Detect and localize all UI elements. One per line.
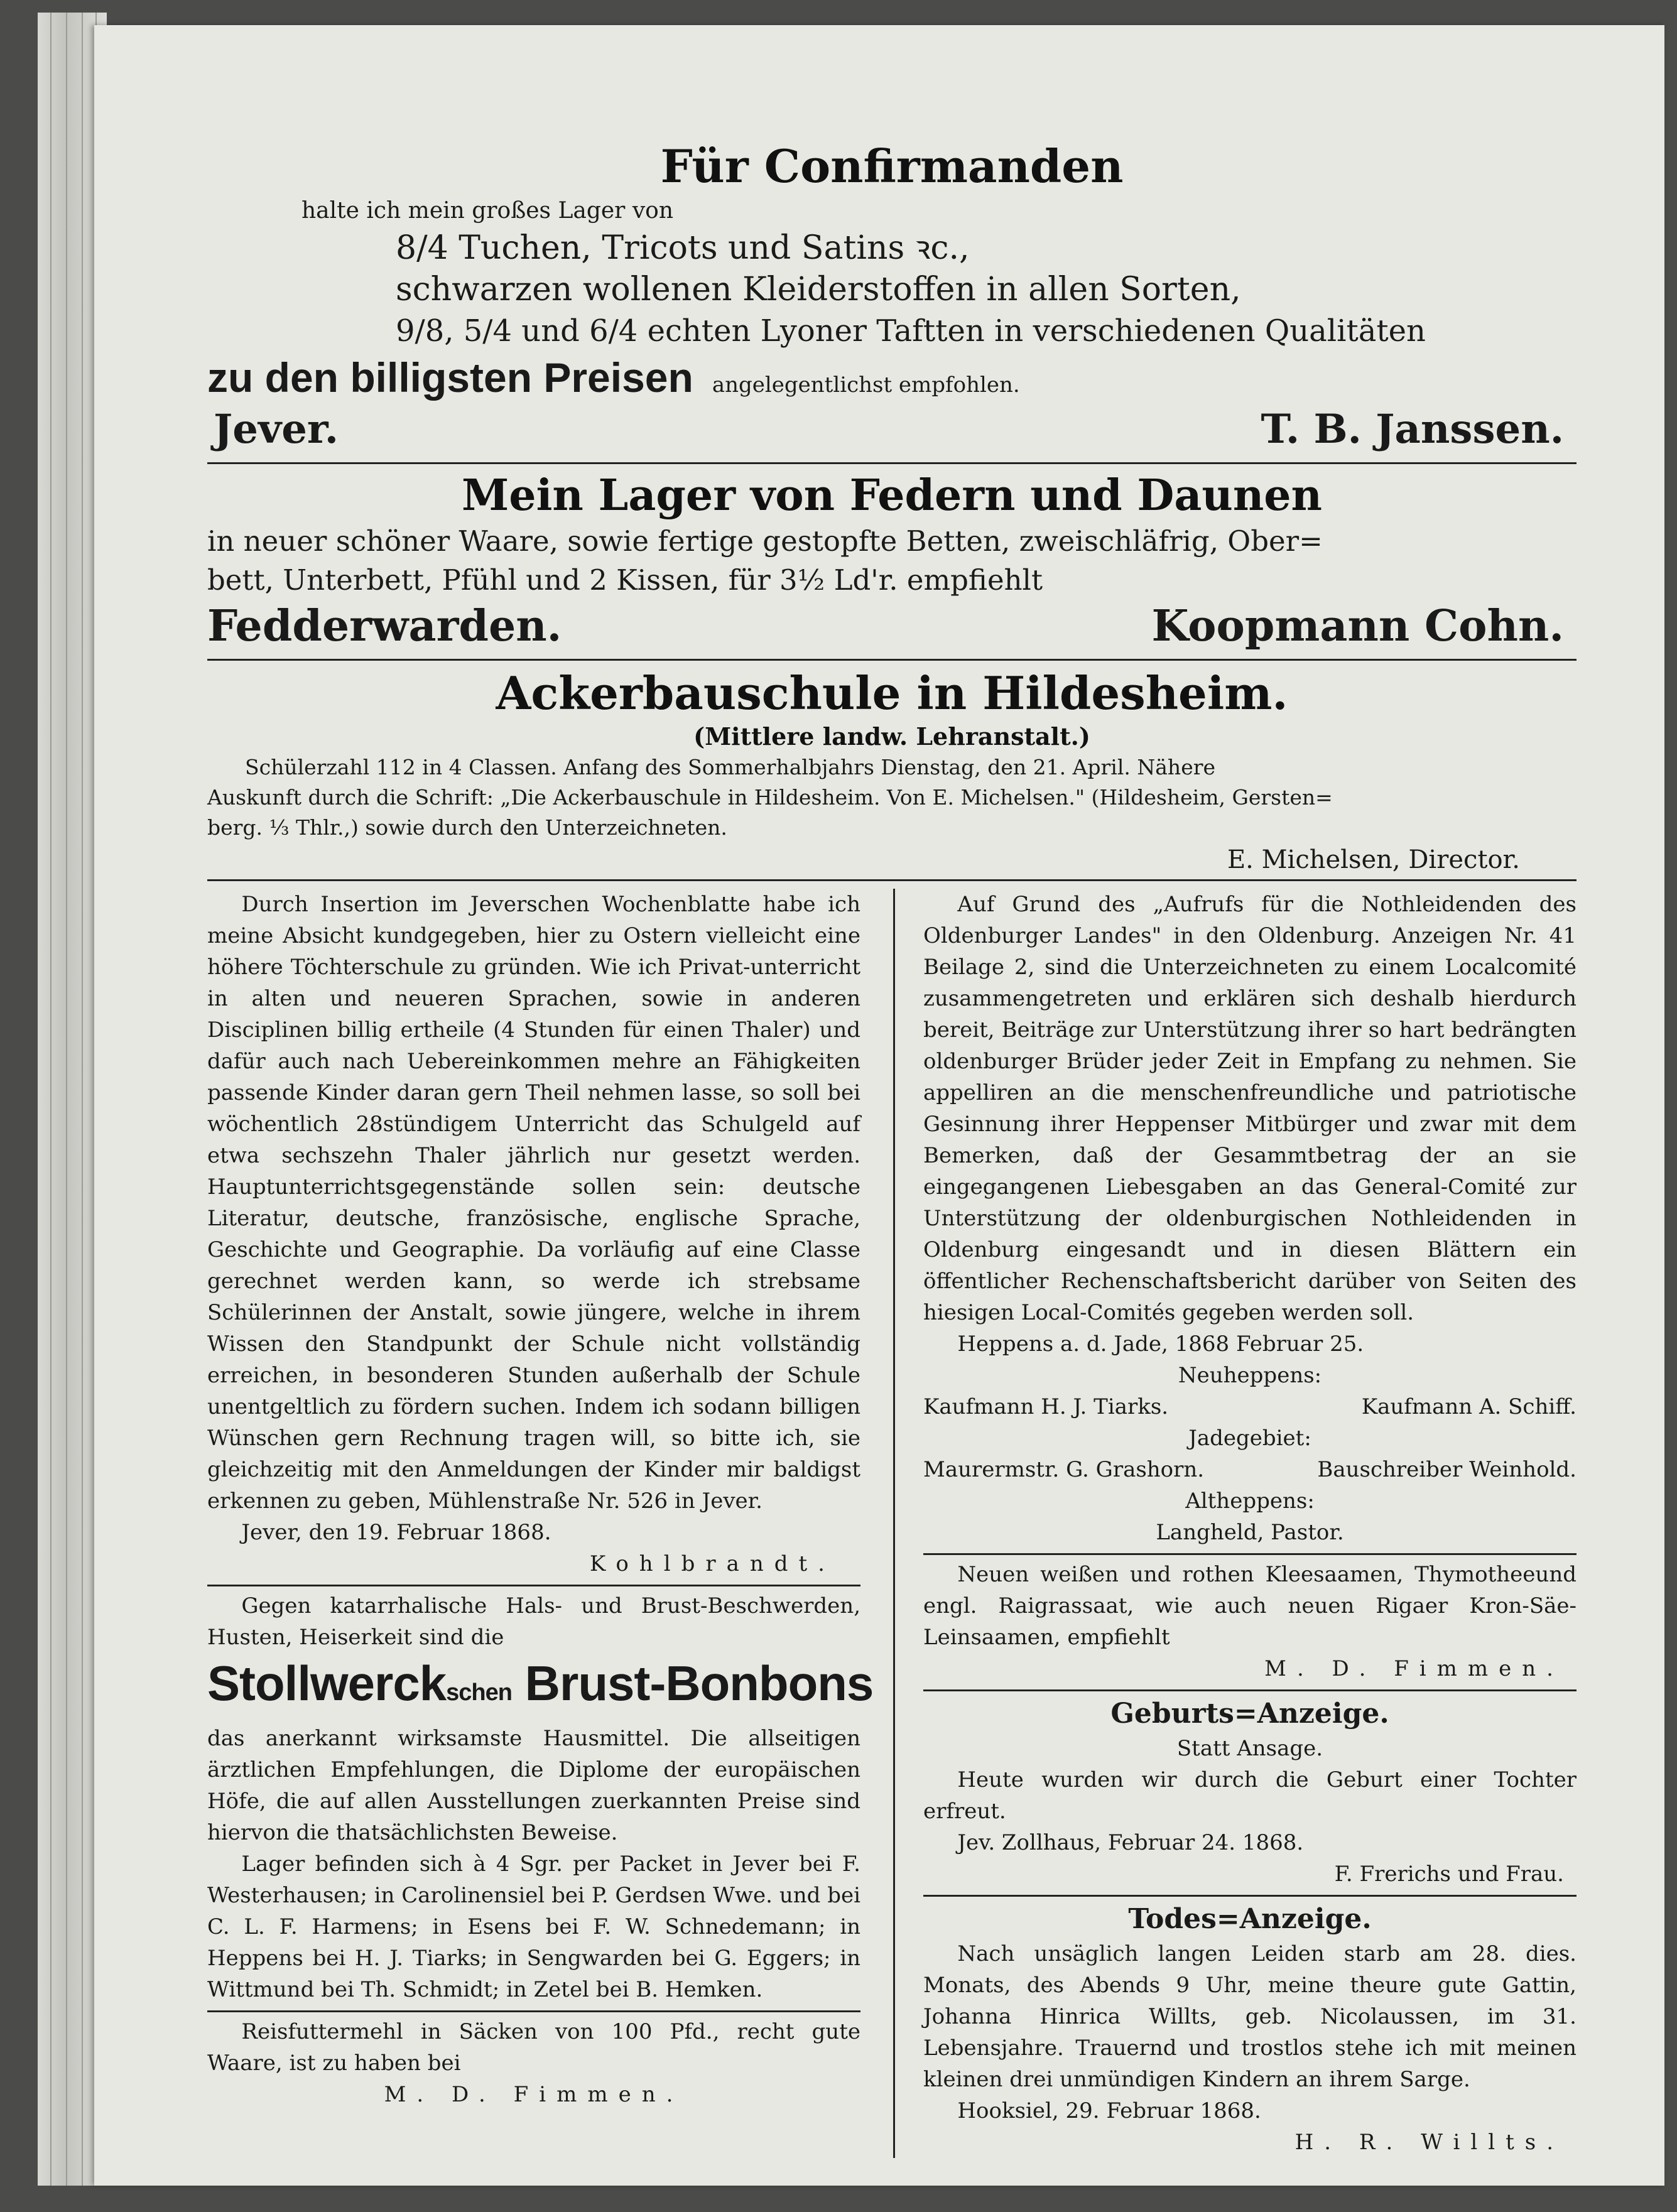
ad-federn bbox=[207, 469, 1577, 653]
stollwerck-intro: Gegen katarrhalische Hals- und Brust-Beschwerden, Husten, Heiserkeit sind die bbox=[207, 1593, 860, 1650]
ad-title: Ackerbauschule in Hildesheim. bbox=[496, 666, 1288, 720]
death-notice-signature: H. R. Willts. bbox=[1294, 2130, 1564, 2155]
school-notice-text: Durch Insertion im Jeverschen Wochenblatte habe ich meine Absicht kundgegeben, hier zu Ostern vielleicht eine höhere Töchterschule zu gründen. Wie ich Privat-unterricht in alten und neueren Sprachen, sowie in anderen Disciplinen billig ertheile (4 Stunden für einen Thaler) und dafür auch nach Uebereinkommen mehre an Fähigkeiten passende Kinder daran gern Theil nehmen lasse, so soll bei wöchentlich 28stündigem Unterricht das Schulgeld auf etwa sechszehn Thaler jährlich nur gesetzt werden. Hauptunterrichtsgegenstände sollen sein: deutsche Literatur, deutsche, französische, englische Sprache, Geschichte und Geographie. Da vorläufig auf eine Classe gerechnet werden kann, so werde ich strebsame Schülerinnen der Anstalt, sowie jüngere, welche in ihrem Wissen den Standpunkt der Schule nicht vollständig erreichen, in besonderen Stunden außerhalb der Schule unentgeltlich zu fördern suchen. Indem ich sodann billigen Wünschen gern Rechnung tragen will, so bitte ich, sie gleichzeitig mit den Anmeldungen der Kinder mir baldigst erkennen zu geben, Mühlenstraße Nr. 526 in Jever. bbox=[207, 892, 860, 1514]
death-notice-text: Nach unsäglich langen Leiden starb am 28. dies. Monats, des Abends 9 Uhr, meine theure gute Gattin, Johanna Hinrica Willts, geb. Nicolaussen, im 31. Lebensjahre. Trauernd und trostlos stehe ich mit meinen kleinen drei unmündigen Kindern an ihrem Sarge. bbox=[923, 1941, 1577, 2092]
ad-price: zu den billigsten Preisen bbox=[207, 354, 693, 401]
birth-notice-title: Geburts=Anzeige. bbox=[1110, 1698, 1389, 1730]
death-notice-title: Todes=Anzeige. bbox=[1128, 1903, 1372, 1935]
ad-title: Für Confirmanden bbox=[660, 139, 1124, 193]
reisfutter-text: Reisfuttermehl in Säcken von 100 Pfd., recht gute Waare, ist zu haben bei bbox=[207, 2019, 860, 2076]
stollwerck-stores: Lager befinden sich à 4 Sgr. per Packet in Jever bei F. Westerhausen; in Carolinensiel bei P. Gerdsen Wwe. und bei C. L. F. Harmens; in Esens bei F. W. Schnedemann; in Heppens bei H. J. Tiarks; in Sengwarden bei G. Eggers; in Wittmund bei Th. Schmidt; in Zetel bei B. Hemken. bbox=[207, 1851, 860, 2002]
ad-subtitle: (Mittlere landw. Lehranstalt.) bbox=[693, 722, 1090, 751]
aufruf-signers bbox=[923, 1391, 1577, 1423]
ad-title: Mein Lager von Federn und Daunen bbox=[462, 470, 1322, 521]
divider bbox=[207, 1585, 860, 1586]
ad-signature: Koopmann Cohn. bbox=[1151, 601, 1564, 651]
ad-signature: T. B. Janssen. bbox=[1261, 406, 1564, 453]
right-column bbox=[923, 889, 1577, 2158]
kleesaamen-text: Neuen weißen und rothen Kleesaamen, Thymotheeund engl. Raigrassaat, wie auch neuen Rigaer Kron-Säe-Leinsaamen, empfiehlt bbox=[923, 1562, 1577, 1650]
ad-line: bett, Unterbett, Pfühl und 2 Kissen, für 3½ Ld'r. empfiehlt bbox=[207, 563, 1043, 597]
birth-notice-text: Heute wurden wir durch die Geburt einer Tochter erfreut. bbox=[923, 1767, 1577, 1824]
ad-line: Schülerzahl 112 in 4 Classen. Anfang des Sommerhalbjahrs Dienstag, den 21. April. Nähere bbox=[245, 755, 1216, 779]
aufruf-signers bbox=[923, 1454, 1577, 1485]
ad-line: schwarzen wollenen Kleiderstoffen in allen Sorten, bbox=[396, 271, 1241, 308]
column-divider bbox=[893, 889, 895, 2158]
brand-product: Brust-Bonbons bbox=[524, 1656, 874, 1711]
aufruf-date: Heppens a. d. Jade, 1868 Februar 25. bbox=[957, 1331, 1364, 1357]
aufruf-heading: Neuheppens: bbox=[1178, 1363, 1322, 1388]
ad-ackerbauschule bbox=[207, 666, 1577, 877]
reisfutter-signature: M. D. Fimmen. bbox=[384, 2082, 684, 2107]
stollwerck-brand bbox=[207, 1653, 874, 1723]
birth-notice-signature: F. Frerichs und Frau. bbox=[1334, 1862, 1564, 1887]
page-content bbox=[207, 138, 1577, 2158]
signer: Bauschreiber Weinhold. bbox=[1317, 1457, 1577, 1482]
signer: Maurermstr. G. Grashorn. bbox=[923, 1457, 1205, 1482]
birth-notice-sub: Statt Ansage. bbox=[1176, 1736, 1323, 1761]
ad-place: Jever. bbox=[214, 406, 339, 453]
signer: Kaufmann A. Schiff. bbox=[1361, 1394, 1577, 1419]
divider bbox=[207, 659, 1577, 661]
birth-notice-date: Jev. Zollhaus, Februar 24. 1868. bbox=[957, 1830, 1304, 1855]
two-column-section bbox=[207, 889, 1577, 2158]
school-notice-date: Jever, den 19. Februar 1868. bbox=[241, 1520, 551, 1545]
aufruf-text: Auf Grund des „Aufrufs für die Nothleidenden des Oldenburger Landes" in den Oldenburg. Anzeigen Nr. 41 Beilage 2, sind die Unterzeichneten zu einem Localcomité zusammengetreten und erklären sich deshalb hierdurch bereit, Beiträge zur Unterstützung ihrer so hart bedrängten oldenburger Brüder jeder Zeit in Empfang zu nehmen. Sie appelliren an die menschenfreundliche und patriotische Gesinnung ihrer Heppenser Mitbürger und zwar mit dem Bemerken, daß der Gesammtbetrag der an sie eingegangenen Liebesgaben an das General-Comité zur Unterstützung der oldenburgischen Nothleidenden in Oldenburg eingesandt und in diesen Blättern ein öffentlicher Rechenschaftsbericht darüber von Seiten des hiesigen Local-Comités gegeben werden soll. bbox=[923, 892, 1577, 1325]
stollwerck-text: das anerkannt wirksamste Hausmittel. Die allseitigen ärztlichen Empfehlungen, die Diplome der europäischen Höfe, die auf allen Ausstellungen zuerkannten Preise sind hiervon die thatsächlichsten Beweise. bbox=[207, 1726, 860, 1845]
left-column bbox=[207, 889, 874, 2158]
divider bbox=[923, 1895, 1577, 1897]
divider bbox=[207, 2010, 860, 2012]
aufruf-heading: Jadegebiet: bbox=[1188, 1426, 1311, 1451]
ad-line: berg. ⅓ Thlr.,) sowie durch den Unterzeichneten. bbox=[207, 815, 727, 840]
ad-line: halte ich mein großes Lager von bbox=[301, 198, 674, 224]
signer: Kaufmann H. J. Tiarks. bbox=[923, 1394, 1169, 1419]
brand-name: Stollwerck bbox=[207, 1656, 447, 1711]
school-notice-signature: Kohlbrandt. bbox=[589, 1551, 835, 1576]
ad-line: in neuer schöner Waare, sowie fertige gestopfte Betten, zweischläfrig, Ober= bbox=[207, 524, 1323, 558]
divider bbox=[923, 1553, 1577, 1555]
brand-suffix: schen bbox=[446, 1679, 512, 1706]
ad-line: 9/8, 5/4 und 6/4 echten Lyoner Taftten in verschiedenen Qualitäten bbox=[396, 313, 1426, 349]
aufruf-heading: Altheppens: bbox=[1185, 1488, 1315, 1514]
divider bbox=[207, 462, 1577, 464]
signer: Langheld, Pastor. bbox=[1156, 1520, 1344, 1545]
divider bbox=[923, 1689, 1577, 1691]
kleesaamen-signature: M. D. Fimmen. bbox=[1264, 1656, 1564, 1681]
ad-signature: E. Michelsen, Director. bbox=[1227, 845, 1520, 874]
ad-confirmanden bbox=[207, 138, 1577, 456]
ad-line: Auskunft durch die Schrift: „Die Ackerbauschule in Hildesheim. Von E. Michelsen." (Hildesheim, Gersten= bbox=[207, 785, 1333, 810]
death-notice-date: Hooksiel, 29. Februar 1868. bbox=[957, 2098, 1261, 2123]
divider bbox=[207, 879, 1577, 881]
ad-place: Fedderwarden. bbox=[207, 601, 562, 651]
ad-recommend: angelegentlichst empfohlen. bbox=[712, 372, 1020, 398]
ad-line: 8/4 Tuchen, Tricots und Satins ꝛc., bbox=[396, 229, 970, 267]
